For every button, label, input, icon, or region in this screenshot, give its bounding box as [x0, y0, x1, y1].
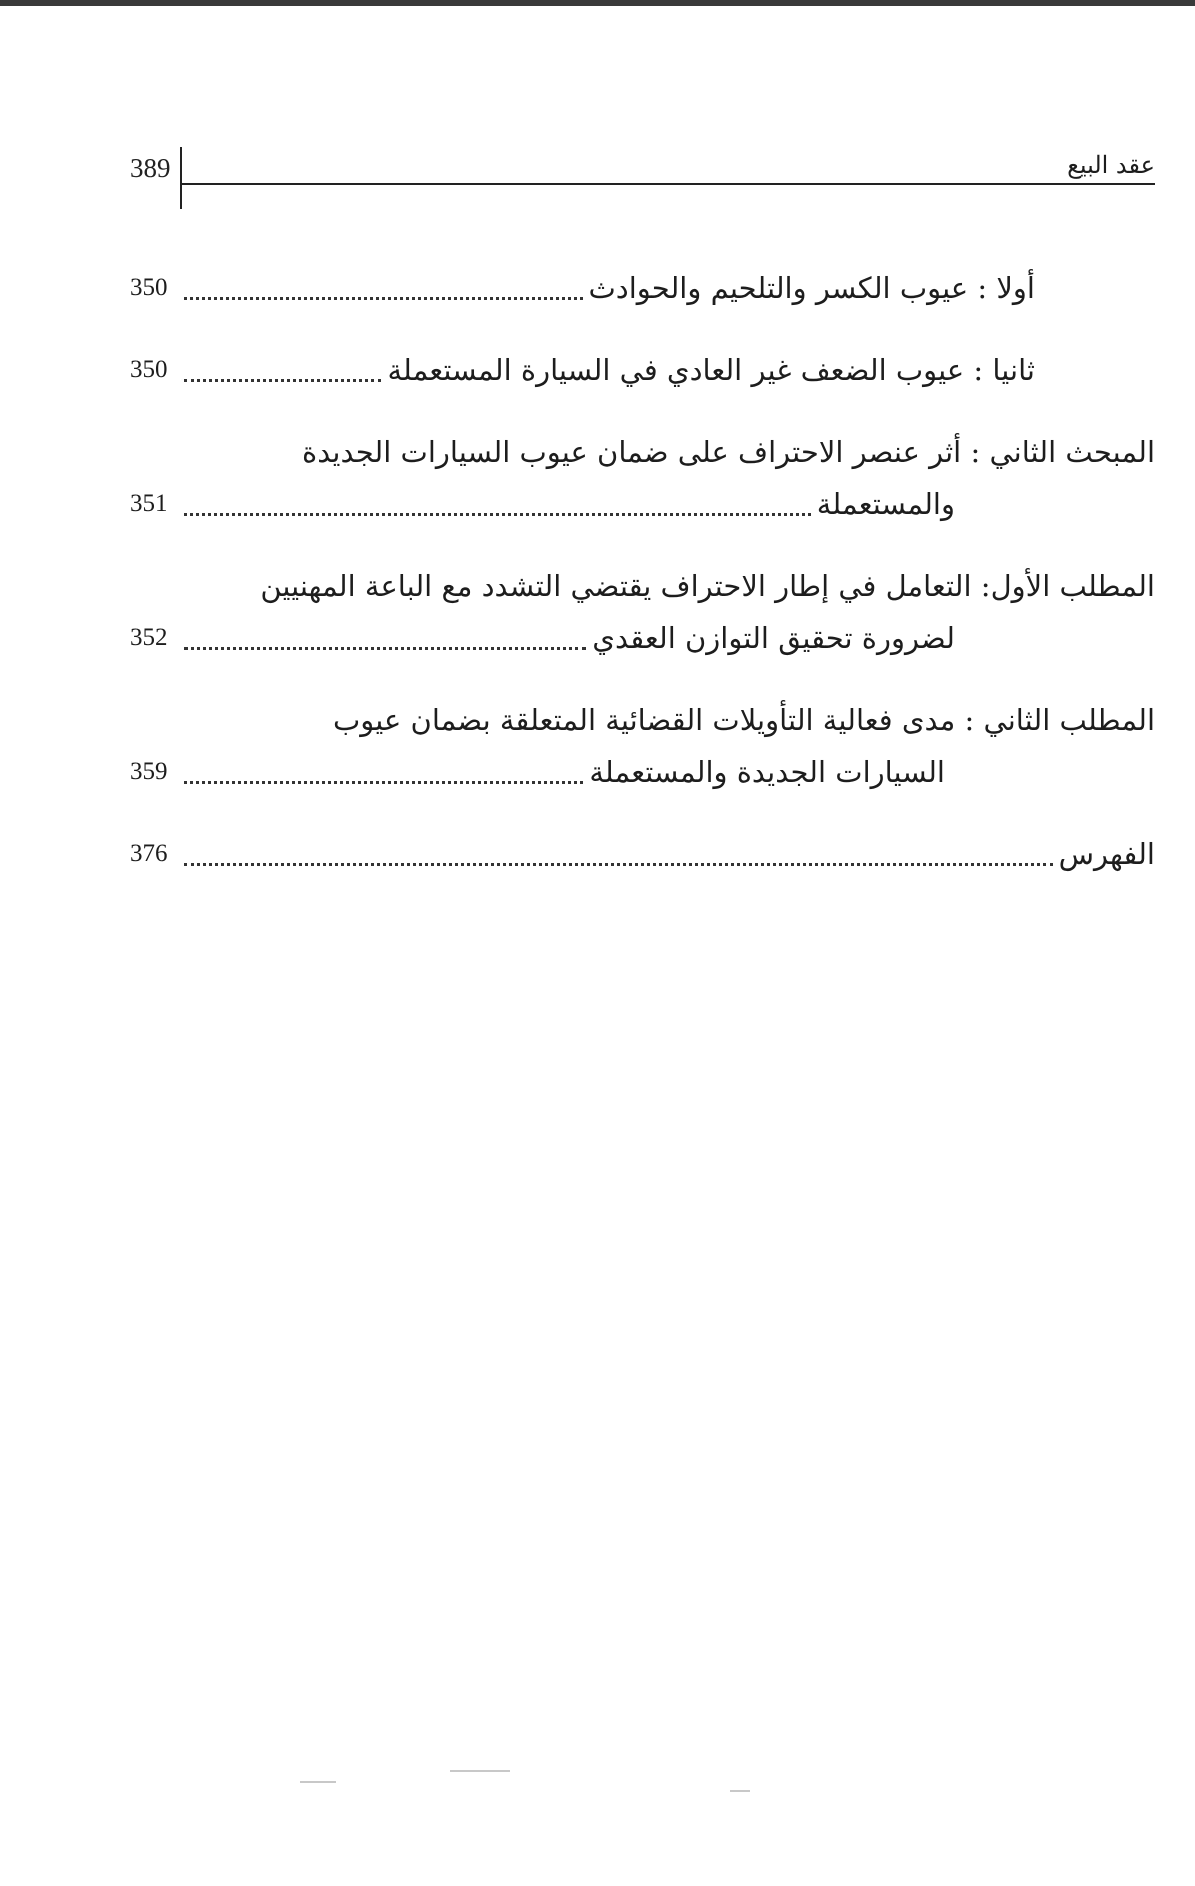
toc-entry-separator: : — [961, 435, 990, 469]
scan-speck — [730, 1790, 750, 1792]
toc-entry-separator: : — [955, 703, 984, 737]
toc-entry — [130, 690, 1155, 794]
running-header — [130, 145, 1155, 205]
toc-line — [130, 340, 1155, 392]
toc-line-continuation — [130, 742, 1155, 794]
toc-entry-continuation: السيارات الجديدة والمستعملة — [589, 755, 945, 789]
toc-entry-label: الفهرس — [1058, 837, 1155, 871]
toc-entry-label: ثانيا — [992, 353, 1035, 387]
toc-entry-separator: : — [971, 569, 991, 603]
toc-line — [130, 422, 1155, 474]
toc-entry-text — [302, 430, 1155, 474]
scan-top-edge — [0, 0, 1195, 6]
toc-page-number: 350 — [130, 356, 168, 383]
toc-entry-label: أولا — [996, 271, 1035, 305]
toc-entry-separator: : — [968, 271, 997, 305]
leader-dots — [184, 863, 1053, 866]
toc-page-number: 376 — [130, 840, 168, 867]
toc-entry — [130, 340, 1155, 392]
toc-entry-title: عيوب الكسر والتلحيم والحوادث — [588, 271, 969, 305]
leader-dots — [184, 297, 583, 300]
toc-entry-continuation: لضرورة تحقيق التوازن العقدي — [592, 621, 955, 655]
toc-entry-text — [387, 348, 1035, 392]
toc-entry-title: عيوب الضعف غير العادي في السيارة المستعملة — [387, 353, 965, 387]
toc-line — [130, 690, 1155, 742]
toc-entry-title: مدى فعالية التأويلات القضائية المتعلقة بضمان عيوب — [332, 703, 956, 737]
header-rule — [182, 183, 1155, 185]
toc-entry-label: المطلب الأول — [990, 569, 1155, 603]
toc-line-continuation — [130, 474, 1155, 526]
toc-page-number: 350 — [130, 274, 168, 301]
toc-entry — [130, 824, 1155, 876]
leader-dots — [184, 513, 811, 516]
header-vertical-rule — [180, 147, 182, 209]
toc-line — [130, 556, 1155, 608]
toc-page-number: 352 — [130, 624, 168, 651]
toc-entry — [130, 422, 1155, 526]
toc-entry-continuation: والمستعملة — [816, 487, 955, 521]
toc-entry-text — [1059, 832, 1155, 876]
toc-page-number: 359 — [130, 758, 168, 785]
toc-entry-separator: : — [964, 353, 993, 387]
table-of-contents — [130, 258, 1155, 906]
toc-entry-text — [260, 564, 1155, 608]
toc-line — [130, 824, 1155, 876]
scan-speck — [300, 1781, 336, 1783]
leader-dots — [184, 379, 381, 382]
toc-entry-label: المطلب الثاني — [983, 703, 1155, 737]
toc-page-number: 351 — [130, 490, 168, 517]
toc-entry — [130, 556, 1155, 660]
toc-entry-text — [333, 698, 1155, 742]
toc-line — [130, 258, 1155, 310]
toc-entry-title: أثر عنصر الاحتراف على ضمان عيوب السيارات الجديدة — [302, 435, 962, 469]
toc-entry-label: المبحث الثاني — [989, 435, 1155, 469]
leader-dots — [184, 647, 586, 650]
toc-entry-title: التعامل في إطار الاحتراف يقتضي التشدد مع الباعة المهنيين — [260, 569, 972, 603]
running-title: عقد البيع — [1067, 151, 1155, 179]
leader-dots — [184, 781, 583, 784]
toc-entry — [130, 258, 1155, 310]
toc-line-continuation — [130, 608, 1155, 660]
toc-entry-text — [589, 266, 1036, 310]
scan-speck — [450, 1770, 510, 1772]
header-page-number: 389 — [130, 153, 171, 183]
